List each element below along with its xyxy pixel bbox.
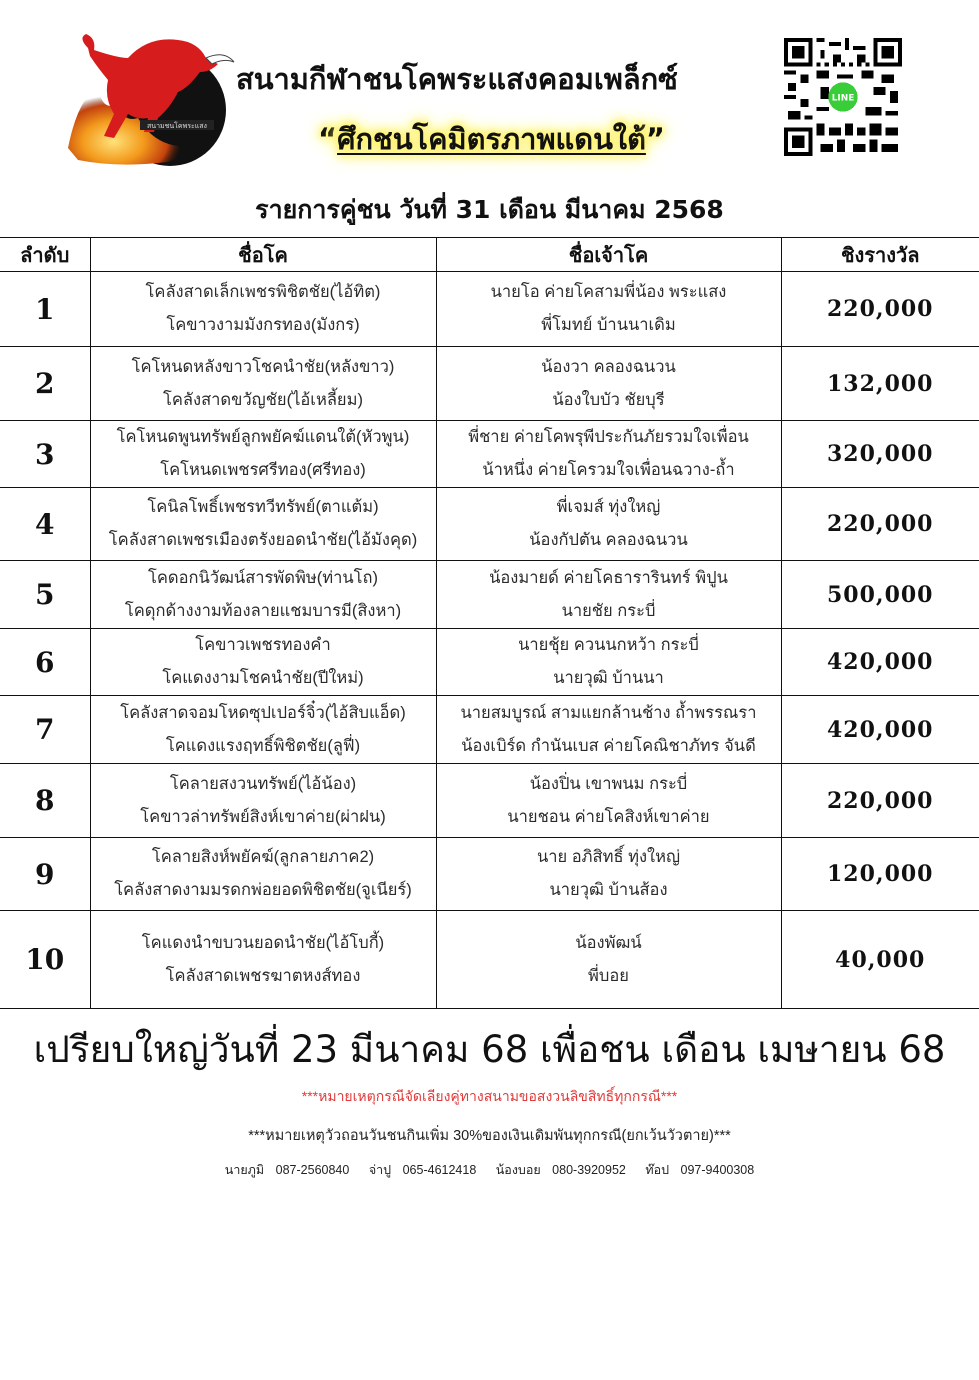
owner-a: พี่ชาย ค่ายโคพรุพีประกันภัยรวมใจเพื่อน bbox=[468, 428, 749, 446]
contact-phone[interactable]: 065-4612418 bbox=[402, 1163, 477, 1177]
prize-amount: 120,000 bbox=[781, 838, 979, 911]
owner-names-cell bbox=[436, 421, 781, 488]
bull-b: โคขาวล่าทรัพย์สิงห์เขาค่าย(ผ่าฝน) bbox=[140, 807, 386, 826]
owner-b: นายชัย กระบี่ bbox=[561, 601, 656, 620]
owner-a: นายโอ ค่ายโคสามพี่น้อง พระแสง bbox=[490, 283, 727, 301]
prize-amount: 40,000 bbox=[781, 911, 979, 1009]
owner-a: น้องพัฒน์ bbox=[575, 933, 642, 952]
fight-number: 9 bbox=[0, 838, 90, 911]
table-row bbox=[0, 488, 979, 561]
prize-amount: 220,000 bbox=[781, 488, 979, 561]
header-bull-name: ชื่อโค bbox=[90, 238, 436, 272]
note-red: ***หมายเหตุกรณีจัดเลียงคู่ทางสนามขอสงวนลิขสิทธิ์ทุกกรณี*** bbox=[301, 1088, 678, 1104]
table-row bbox=[0, 272, 979, 347]
fight-number: 10 bbox=[0, 911, 90, 1009]
owner-a: น้องมายด์ ค่ายโคธารารินทร์ พิปูน bbox=[489, 568, 728, 587]
prize-amount: 132,000 bbox=[781, 347, 979, 421]
bull-names-cell bbox=[90, 272, 436, 347]
fight-number: 8 bbox=[0, 764, 90, 838]
fight-schedule-table bbox=[0, 237, 979, 1009]
stadium-logo bbox=[58, 28, 238, 168]
note-withdrawal: ***หมายเหตุวัวถอนวันชนกินเพิ่ม 30%ของเงินเดิมพันทุกกรณี(ยกเว้นวัวตาย)*** bbox=[248, 1128, 731, 1144]
bull-names-cell bbox=[90, 347, 436, 421]
table-row bbox=[0, 911, 979, 1009]
line-qr-code[interactable] bbox=[784, 38, 902, 156]
bull-names-cell bbox=[90, 696, 436, 764]
table-header-row bbox=[0, 238, 979, 272]
fight-number: 7 bbox=[0, 696, 90, 764]
prize-amount: 220,000 bbox=[781, 764, 979, 838]
bull-a: โคลายสิงห์พยัคฆ์(ลูกลายภาค2) bbox=[151, 848, 375, 866]
owner-names-cell bbox=[436, 272, 781, 347]
bull-b: โคแดงแรงฤทธิ์พิชิตชัย(ลูฟี่) bbox=[165, 736, 361, 755]
close-quote: ” bbox=[645, 122, 665, 156]
table-row bbox=[0, 347, 979, 421]
contact-item bbox=[365, 1163, 480, 1177]
prize-amount: 500,000 bbox=[781, 561, 979, 629]
bull-b: โคลังสาดขวัญชัย(ไอ้เหลี้ยม) bbox=[163, 390, 363, 409]
owner-b: พี่บอย bbox=[588, 966, 629, 985]
contact-item bbox=[221, 1163, 354, 1177]
owner-names-cell bbox=[436, 696, 781, 764]
bull-a: โคโหนดหลังขาวโชคนำชัย(หลังขาว) bbox=[131, 357, 395, 376]
fight-date-heading: รายการคู่ชน วันที่ 31 เดือน มีนาคม 2568 bbox=[255, 195, 724, 224]
owner-names-cell bbox=[436, 629, 781, 696]
contact-phone[interactable]: 080-3920952 bbox=[552, 1163, 626, 1177]
owner-b: น้องใบบัว ชัยบุรี bbox=[552, 390, 665, 409]
owner-b: น้าหนึ่ง ค่ายโครวมใจเพื่อนฉวาง-ถ้ำ bbox=[482, 461, 735, 479]
bull-names-cell bbox=[90, 488, 436, 561]
bull-names-cell bbox=[90, 629, 436, 696]
bull-a: โคแดงนำขบวนยอดนำชัย(ไอ้โบกี้) bbox=[141, 933, 385, 952]
fight-number: 3 bbox=[0, 421, 90, 488]
open-quote: “ bbox=[318, 122, 338, 156]
contact-phone[interactable]: 097-9400308 bbox=[680, 1163, 755, 1177]
owner-b: นายวุฒิ บ้านนา bbox=[553, 669, 664, 687]
contact-name: น้องบอย bbox=[495, 1163, 541, 1177]
bull-b: โคโหนดเพชรศรีทอง(ศรีทอง) bbox=[160, 461, 366, 479]
contact-phone[interactable]: 087-2560840 bbox=[275, 1163, 350, 1177]
bull-b: โคลังสาดเพชรฆาตหงส์ทอง bbox=[165, 966, 361, 985]
event-subtitle-text: ศึกชนโคมิตรภาพแดนใต้ bbox=[337, 122, 646, 156]
bull-a: โคขาวเพชรทองคำ bbox=[195, 636, 331, 654]
bull-a: โคลายสงวนทรัพย์(ไอ้น้อง) bbox=[169, 774, 357, 793]
fight-number: 6 bbox=[0, 629, 90, 696]
table-row bbox=[0, 561, 979, 629]
prize-amount: 420,000 bbox=[781, 696, 979, 764]
header-owner-name: ชื่อเจ้าโค bbox=[436, 238, 781, 272]
bull-a: โคลังสาดจอมโหดซุปเปอร์จิ๋ว(ไอ้สิบแอ็ด) bbox=[120, 703, 406, 722]
owner-a: นายชุ้ย ควนนกหว้า กระบี่ bbox=[518, 636, 699, 654]
owner-names-cell bbox=[436, 561, 781, 629]
bull-b: โคขาวงามมังกรทอง(มังกร) bbox=[166, 316, 360, 334]
bull-a: โคโหนดพูนทรัพย์ลูกพยัคฆ์แดนใต้(หัวพูน) bbox=[116, 428, 410, 446]
fight-number: 2 bbox=[0, 347, 90, 421]
owner-names-cell bbox=[436, 488, 781, 561]
bull-names-cell bbox=[90, 421, 436, 488]
owner-b: พี่โมทย์ บ้านนาเดิม bbox=[541, 316, 676, 334]
contact-name: นายภูมิ bbox=[224, 1163, 265, 1177]
contact-name: จ่าปู bbox=[368, 1163, 392, 1177]
owner-b: น้องเบิร์ด กำนันเบส ค่ายโคณิชาภัทร จันดี bbox=[461, 736, 756, 755]
table-row bbox=[0, 629, 979, 696]
owner-names-cell bbox=[436, 347, 781, 421]
bull-names-cell bbox=[90, 764, 436, 838]
logo-caption: สนามชนโคพระแสง bbox=[147, 122, 207, 130]
bull-names-cell bbox=[90, 561, 436, 629]
owner-a: นาย อภิสิทธิ์ ทุ่งใหญ่ bbox=[536, 848, 681, 866]
owner-names-cell bbox=[436, 764, 781, 838]
owner-names-cell bbox=[436, 838, 781, 911]
table-row bbox=[0, 764, 979, 838]
qr-code-icon bbox=[784, 38, 902, 156]
owner-b: น้องกัปตัน คลองฉนวน bbox=[529, 531, 688, 549]
contact-item bbox=[492, 1163, 630, 1177]
table-row bbox=[0, 838, 979, 911]
fight-number: 5 bbox=[0, 561, 90, 629]
fight-number: 1 bbox=[0, 272, 90, 347]
bull-names-cell bbox=[90, 911, 436, 1009]
table-row bbox=[0, 421, 979, 488]
stadium-title: สนามกีฬาชนโคพระแสงคอมเพล็กซ์ bbox=[236, 62, 678, 96]
bull-a: โคนิลโพธิ์เพชรทวีทรัพย์(ตาแต้ม) bbox=[147, 498, 379, 516]
header-prize: ชิงรางวัล bbox=[781, 238, 979, 272]
event-subtitle bbox=[318, 116, 665, 162]
bull-a: โคลังสาดเล็กเพชรพิชิตชัย(ไอ้ทิต) bbox=[145, 283, 381, 301]
bull-a: โคดอกนิวัฒน์สารพัดพิษ(ท่านโถ) bbox=[147, 568, 379, 587]
next-event-announcement: เปรียบใหญ่วันที่ 23 มีนาคม 68 เพื่อชน เดือน เมษายน 68 bbox=[33, 1028, 946, 1071]
owner-a: น้องปิ่น เขาพนม กระบี่ bbox=[529, 774, 688, 793]
bull-b: โคลังสาดงามมรดกพ่อยอดพิชิตชัย(จูเนียร์) bbox=[114, 881, 412, 899]
line-badge: LINE bbox=[831, 93, 855, 104]
owner-b: นายชอน ค่ายโคสิงห์เขาค่าย bbox=[507, 807, 710, 826]
bull-b: โคลังสาดเพชรเมืองตรังยอดนำชัย(ไอ้มังคุด) bbox=[108, 531, 418, 549]
bull-names-cell bbox=[90, 838, 436, 911]
prize-amount: 320,000 bbox=[781, 421, 979, 488]
prize-amount: 420,000 bbox=[781, 629, 979, 696]
table-row bbox=[0, 696, 979, 764]
fight-number: 4 bbox=[0, 488, 90, 561]
owner-a: พี่เจมส์ ทุ่งใหญ่ bbox=[556, 498, 661, 516]
owner-b: นายวุฒิ บ้านส้อง bbox=[549, 881, 668, 899]
owner-a: น้องวา คลองฉนวน bbox=[541, 357, 676, 376]
bull-b: โคแดงงามโชคนำชัย(ปีใหม่) bbox=[162, 669, 364, 687]
owner-a: นายสมบูรณ์ สามแยกล้านช้าง ถ้ำพรรณรา bbox=[460, 703, 757, 722]
contact-item bbox=[641, 1163, 758, 1177]
contact-list bbox=[0, 1160, 979, 1180]
bull-b: โคดุกด้างงามท้องลายแชมบารมี(สิงหา) bbox=[124, 601, 402, 620]
prize-amount: 220,000 bbox=[781, 272, 979, 347]
bull-fire-logo-icon bbox=[58, 28, 238, 168]
owner-names-cell bbox=[436, 911, 781, 1009]
contact-name: ท๊อป bbox=[645, 1163, 670, 1177]
header-order: ลำดับ bbox=[0, 238, 90, 272]
